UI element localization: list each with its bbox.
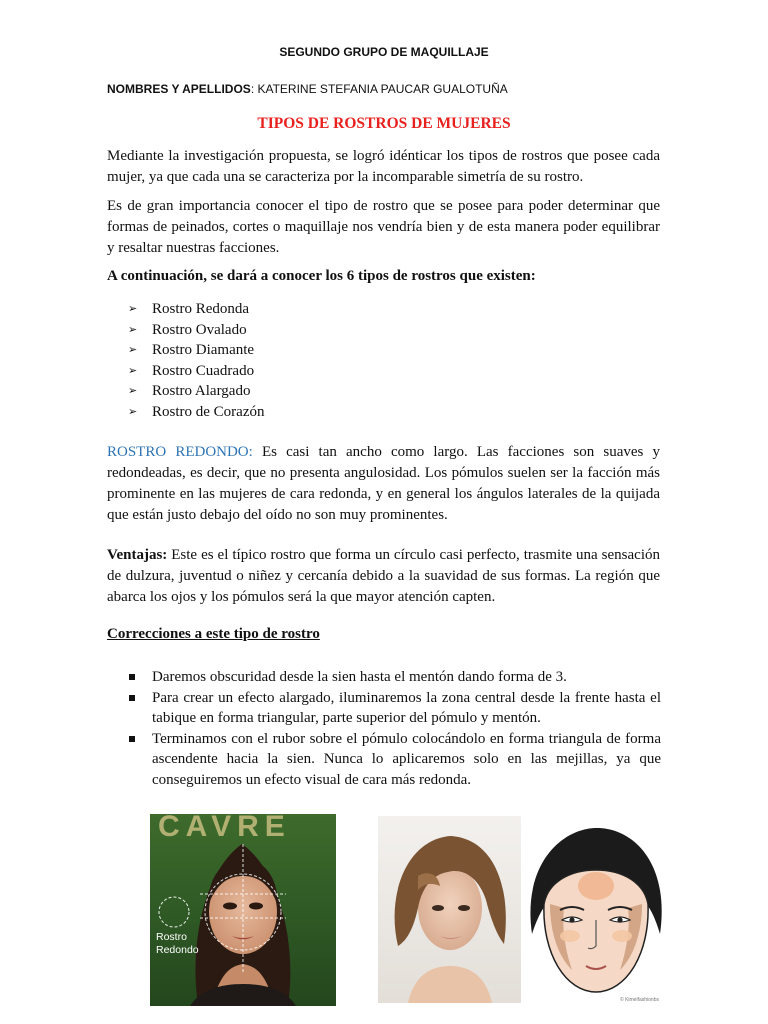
list-item xyxy=(128,402,264,423)
round-face-paragraph xyxy=(107,442,660,526)
student-names xyxy=(107,82,508,96)
list-item-label: Rostro Diamante xyxy=(152,342,255,358)
square-bullet-icon xyxy=(129,736,135,742)
bob-hair-photo-graphic xyxy=(378,816,521,1003)
photo-caption-line2: Redondo xyxy=(156,944,199,956)
round-face-photo xyxy=(150,814,336,1006)
intro-paragraph: Mediante la investigación propuesta, se logró idénticar los tipos de rostros que posee cada mujer, ya que cada una se caracteriza por la incomparable simetría de su rostro. xyxy=(107,148,660,185)
list-item-label: Rostro Alargado xyxy=(152,383,251,399)
section-heading: TIPOS DE ROSTROS DE MUJERES xyxy=(257,115,511,132)
arrow-bullet-icon: ➢ xyxy=(128,405,138,418)
round-face-keyword: ROSTRO REDONDO xyxy=(107,444,249,460)
illustration-credit: © Kimelfashionbs xyxy=(620,997,659,1003)
list-item-label: Daremos obscuridad desde la sien hasta el mentón dando forma de 3. xyxy=(152,669,567,685)
face-types-list xyxy=(128,299,264,422)
document-title: SEGUNDO GRUPO DE MAQUILLAJE xyxy=(279,45,489,59)
list-item xyxy=(128,299,264,320)
list-item-label: Terminamos con el rubor sobre el pómulo colocándolo en forma triangula de forma ascendente hacia la sien. Nunca lo aplicaremos solo en las mejillas, ya que conseguiremos un efecto visual de cara más redonda. xyxy=(152,730,661,788)
advantages-paragraph xyxy=(107,545,660,608)
list-item-label: Rostro Redonda xyxy=(152,301,250,317)
contour-illustration xyxy=(522,824,668,1004)
list-item-label: Rostro Ovalado xyxy=(152,321,247,338)
arrow-bullet-icon: ➢ xyxy=(128,303,138,315)
contour-illustration-graphic xyxy=(522,824,668,1004)
list-item xyxy=(128,688,661,729)
list-item-label: Para crear un efecto alargado, iluminaremos la zona central desde la frente hasta el tabique en forma triangular, parte superior del pómulo y mentón. xyxy=(152,689,661,726)
list-item xyxy=(128,340,264,361)
advantages-label: Ventajas: xyxy=(107,547,168,563)
bob-hair-photo xyxy=(378,816,521,1003)
arrow-bullet-icon: ➢ xyxy=(128,344,138,356)
names-label: NOMBRES Y APELLIDOS xyxy=(107,82,251,96)
list-item xyxy=(128,729,661,791)
list-intro: A continuación, se dará a conocer los 6 tipos de rostros que existen: xyxy=(107,268,536,284)
list-item-label: Rostro Cuadrado xyxy=(152,362,255,379)
round-face-photo-graphic xyxy=(150,814,336,1006)
names-value: : KATERINE STEFANIA PAUCAR GUALOTUÑA xyxy=(250,82,508,96)
list-item xyxy=(128,320,264,341)
corrections-list xyxy=(128,667,661,790)
corrections-title: Correcciones a este tipo de rostro xyxy=(107,626,320,642)
square-bullet-icon xyxy=(129,695,135,701)
list-item xyxy=(128,381,264,402)
list-item-label: Rostro de Corazón xyxy=(152,403,265,420)
arrow-bullet-icon: ➢ xyxy=(128,364,138,377)
background-sign-text: CAVRE xyxy=(158,814,291,843)
advantages-text: Este es el típico rostro que forma un círculo casi perfecto, trasmite una sensación de dulzura, juventud o niñez y cercanía debido a la suavidad de sus formas. La región que abarca los ojos y los pómulos será la que mayor atención capten. xyxy=(107,547,660,605)
photo-caption-line1: Rostro xyxy=(156,931,187,943)
square-bullet-icon xyxy=(129,674,135,680)
list-item xyxy=(128,361,264,382)
arrow-bullet-icon: ➢ xyxy=(128,323,138,336)
round-face-text: Es casi tan ancho como largo. Las facciones son suaves y redondeadas, es decir, que no presenta angulosidad. Los pómulos suelen ser la facción más prominente en las mujeres de cara redonda, y en general los ángulos laterales de la quijada que están justo debajo del oído no son muy prominentes. xyxy=(107,444,661,523)
round-face-colon: : xyxy=(248,444,253,460)
arrow-bullet-icon: ➢ xyxy=(128,385,138,397)
list-item xyxy=(128,667,661,688)
importance-paragraph: Es de gran importancia conocer el tipo de rostro que se posee para poder determinar que formas de peinados, cortes o maquillaje nos vendría bien y de esta manera poder equilibrar y resaltar nuestras facciones. xyxy=(107,198,660,256)
